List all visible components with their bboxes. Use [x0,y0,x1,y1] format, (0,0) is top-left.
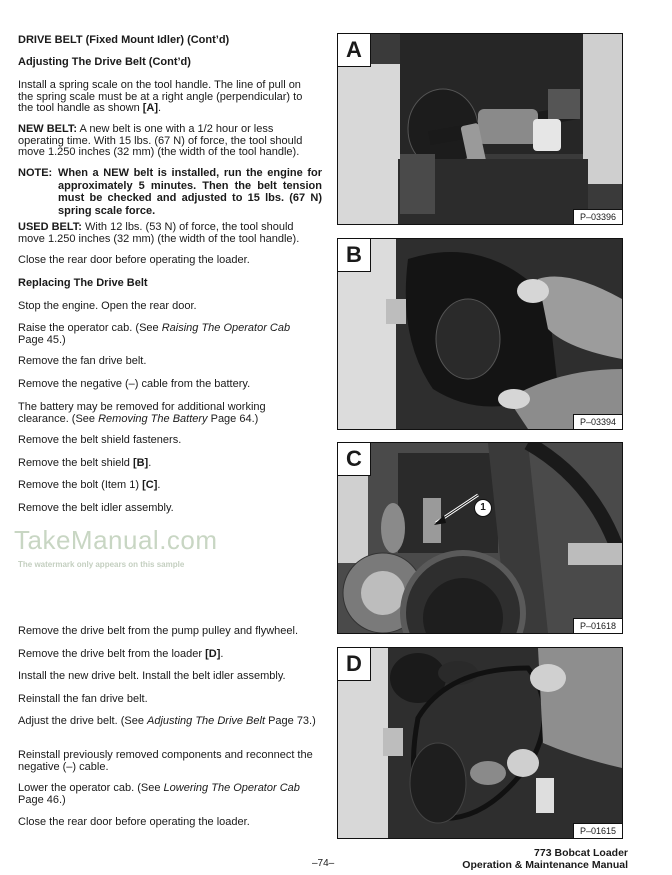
remove-shield-pre: Remove the belt shield [18,457,133,469]
figure-ref-a[interactable]: [A] [142,102,159,114]
figure-letter: C [338,443,371,476]
figure-ref-d[interactable]: [D] [205,648,221,660]
raise-cab-post: Page 45.) [18,333,66,346]
remove-bolt-text [18,480,318,492]
used-belt-text [18,222,318,245]
used-belt-body: With 12 lbs. (53 N) of force, the tool should move 1.250 inches (32 mm) (the width of the tool handle). [18,221,300,245]
period: . [158,102,162,114]
figure-b [337,238,623,430]
reinstall-components-text: Reinstall previously removed components and reconnect the negative (–) cable. [18,749,313,773]
figure-d [337,647,623,839]
figure-letter: A [338,34,371,67]
figure-code: P–01618 [573,618,622,633]
manual-title-line1: 773 Bobcat Loader [534,847,628,859]
remove-fasteners-text: Remove the belt shield fasteners. [18,434,182,446]
adjust-text [18,716,318,728]
battery-link[interactable]: Removing The Battery [98,412,208,425]
photo-spring-scale [338,34,622,224]
lower-cab-link[interactable]: Lowering The Operator Cab [163,782,300,794]
lower-cab-post: Page 46.) [18,793,66,806]
figure-a [337,33,623,225]
stop-engine-text: Stop the engine. Open the rear door. [18,300,197,312]
battery-post: Page 64.) [207,412,259,425]
close-door-text-1: Close the rear door before operating the loader. [18,254,250,266]
watermark-notice: The watermark only appears on this sample [18,560,185,569]
install-scale-body: Install a spring scale on the tool handle. The line of pull on the spring scale must be at a right angle (perpendicular) to the tool handle as shown [18,79,303,114]
remove-from-loader-text [18,649,318,661]
remove-from-pulley-text: Remove the drive belt from the pump pulley and flywheel. [18,625,299,637]
photo-drive-belt-removal [338,648,622,838]
photo-belt-shield [338,239,622,429]
battery-pre: The battery may be removed for additional working clearance. (See [18,401,266,425]
adjust-post: Page 73.) [265,715,316,727]
raise-cab-text [18,323,318,346]
manual-title-line2: Operation & Maintenance Manual [462,859,628,871]
period: . [148,457,152,469]
figure-code: P–03394 [573,414,622,429]
install-new-text: Install the new drive belt. Install the belt idler assembly. [18,670,286,682]
used-belt-label: USED BELT: [18,221,82,233]
close-door-text-2: Close the rear door before operating the loader. [18,816,250,828]
new-belt-text [18,124,318,159]
reinstall-fan-text: Reinstall the fan drive belt. [18,693,148,705]
figure-c [337,442,623,634]
figure-code: P–03396 [573,209,622,224]
replacing-heading: Replacing The Drive Belt [18,277,148,289]
remove-bolt-pre: Remove the bolt (Item 1) [18,479,143,491]
note-label: NOTE: [18,167,53,179]
page-number: –74– [312,858,335,869]
remove-idler-text: Remove the belt idler assembly. [18,502,174,514]
note-block [18,167,322,219]
manual-title [462,847,628,871]
period: . [220,648,224,660]
figure-letter: D [338,648,371,681]
note-text: When a NEW belt is installed, run the engine for approximately 5 minutes. Then the belt tension must be checked and adjusted to 15 lbs. (67 N) spring scale force. [58,167,322,217]
raise-cab-link[interactable]: Raising The Operator Cab [161,322,291,334]
adjust-link[interactable]: Adjusting The Drive Belt [147,715,266,727]
figure-letter: B [338,239,371,272]
new-belt-label: NEW BELT: [18,123,78,135]
new-belt-body: A new belt is one with a 1/2 hour or less operating time. With 15 lbs. (67 N) of force, the tool should move 1.250 inches (32 mm) (the width of the tool handle). [18,123,303,158]
period: . [157,479,161,491]
photo-idler-bolt [338,443,622,633]
section-title: DRIVE BELT (Fixed Mount Idler) (Cont’d) [18,34,230,46]
remove-negative-text: Remove the negative (–) cable from the battery. [18,378,251,390]
item-1-callout: 1 [474,499,492,517]
remove-shield-text [18,458,318,470]
install-scale-text [18,80,318,115]
raise-cab-pre: Raise the operator cab. (See [18,322,162,334]
battery-text [18,402,318,425]
remove-fan-belt-text: Remove the fan drive belt. [18,355,147,367]
watermark-site: TakeManual.com [14,525,218,555]
figure-code: P–01615 [573,823,622,838]
figure-ref-c[interactable]: [C] [142,479,158,491]
adjust-pre: Adjust the drive belt. (See [18,715,148,727]
lower-cab-pre: Lower the operator cab. (See [18,782,164,794]
remove-from-loader-pre: Remove the drive belt from the loader [18,648,206,660]
adjusting-heading: Adjusting The Drive Belt (Cont’d) [18,56,191,68]
figure-ref-b[interactable]: [B] [132,457,149,469]
lower-cab-text [18,783,318,806]
